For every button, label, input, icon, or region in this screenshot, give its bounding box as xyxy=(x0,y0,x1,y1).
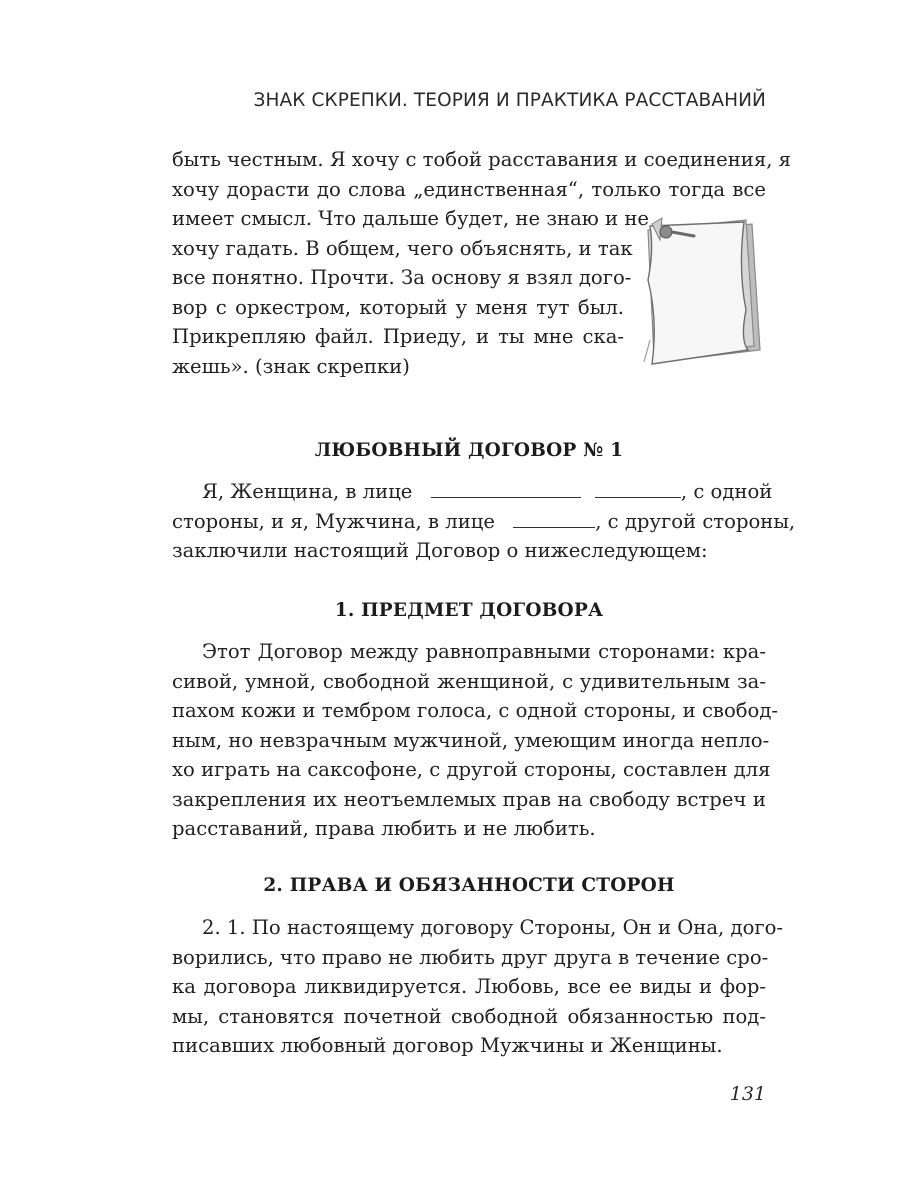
preamble-text: , с одной xyxy=(680,480,773,503)
preamble-text: стороны, и я, Мужчина, в лице xyxy=(172,509,495,533)
page-number: 131 xyxy=(729,1083,766,1105)
section-heading: 1. ПРЕДМЕТ ДОГОВОРА xyxy=(334,600,604,621)
intro-line: имеет смысл. Что дальше будет, не знаю и не xyxy=(172,207,649,230)
preamble-text: заключили настоящий Договор о нижеследующем: xyxy=(172,539,708,562)
intro-line: хочу дорасти до слова „единственная“, только тогда все xyxy=(172,177,766,201)
body-line: ворились, что право не любить друг друга в течение сро- xyxy=(172,945,769,969)
name-blank xyxy=(513,507,595,528)
body-line: мы, становятся почетной свободной обязанностью под- xyxy=(172,1004,766,1028)
intro-line: все понятно. Прочти. За основу я взял дого- xyxy=(172,266,632,289)
body-line: 2. 1. По настоящему договору Стороны, Он и Она, дого- xyxy=(202,916,784,939)
section-1-body xyxy=(172,637,779,844)
contract-title-block xyxy=(172,440,766,461)
section-heading: 2. ПРАВА И ОБЯЗАННОСТИ СТОРОН xyxy=(263,875,675,896)
intro-line: Прикрепляю файл. Приеду, и ты мне ска- xyxy=(172,325,624,348)
running-header: ЗНАК СКРЕПКИ. ТЕОРИЯ И ПРАКТИКА РАССТАВАНИЙ xyxy=(253,90,766,111)
intro-line: быть честным. Я хочу с тобой расставания и соединения, я xyxy=(172,148,792,171)
preamble-text: Я, Женщина, в лице xyxy=(202,480,413,503)
name-blank xyxy=(595,477,681,498)
body-line: писавших любовный договор Мужчины и Женщины. xyxy=(172,1034,723,1057)
contract-title: ЛЮБОВНЫЙ ДОГОВОР № 1 xyxy=(314,440,624,461)
intro-line: вор с оркестром, который у меня тут был. xyxy=(172,295,624,319)
section-2-body xyxy=(172,913,784,1061)
intro-line: хочу гадать. В общем, чего объяснять, и так xyxy=(172,236,633,260)
pinned-paper-icon xyxy=(636,210,762,372)
body-line: сивой, умной, свободной женщиной, с удивительным за- xyxy=(172,669,766,693)
section-1 xyxy=(172,600,766,621)
body-line: хо играть на саксофоне, с другой стороны, составлен для xyxy=(172,758,771,781)
body-line: ка договора ликвидируется. Любовь, все ее виды и фор- xyxy=(172,975,766,998)
name-blank xyxy=(431,477,581,498)
section-2 xyxy=(172,875,766,896)
preamble-text: , с другой стороны, xyxy=(595,509,796,533)
body-line: расставаний, права любить и не любить. xyxy=(172,817,596,840)
body-line: Этот Договор между равноправными сторонами: кра- xyxy=(202,640,766,663)
body-line: пахом кожи и тембром голоса, с одной стороны, и свобод- xyxy=(172,699,779,722)
body-line: закрепления их неотъемлемых прав на свободу встреч и xyxy=(172,787,766,811)
body-line: ным, но невзрачным мужчиной, умеющим иногда непло- xyxy=(172,728,770,752)
preamble xyxy=(172,477,796,566)
intro-line: жешь». (знак скрепки) xyxy=(172,354,410,378)
